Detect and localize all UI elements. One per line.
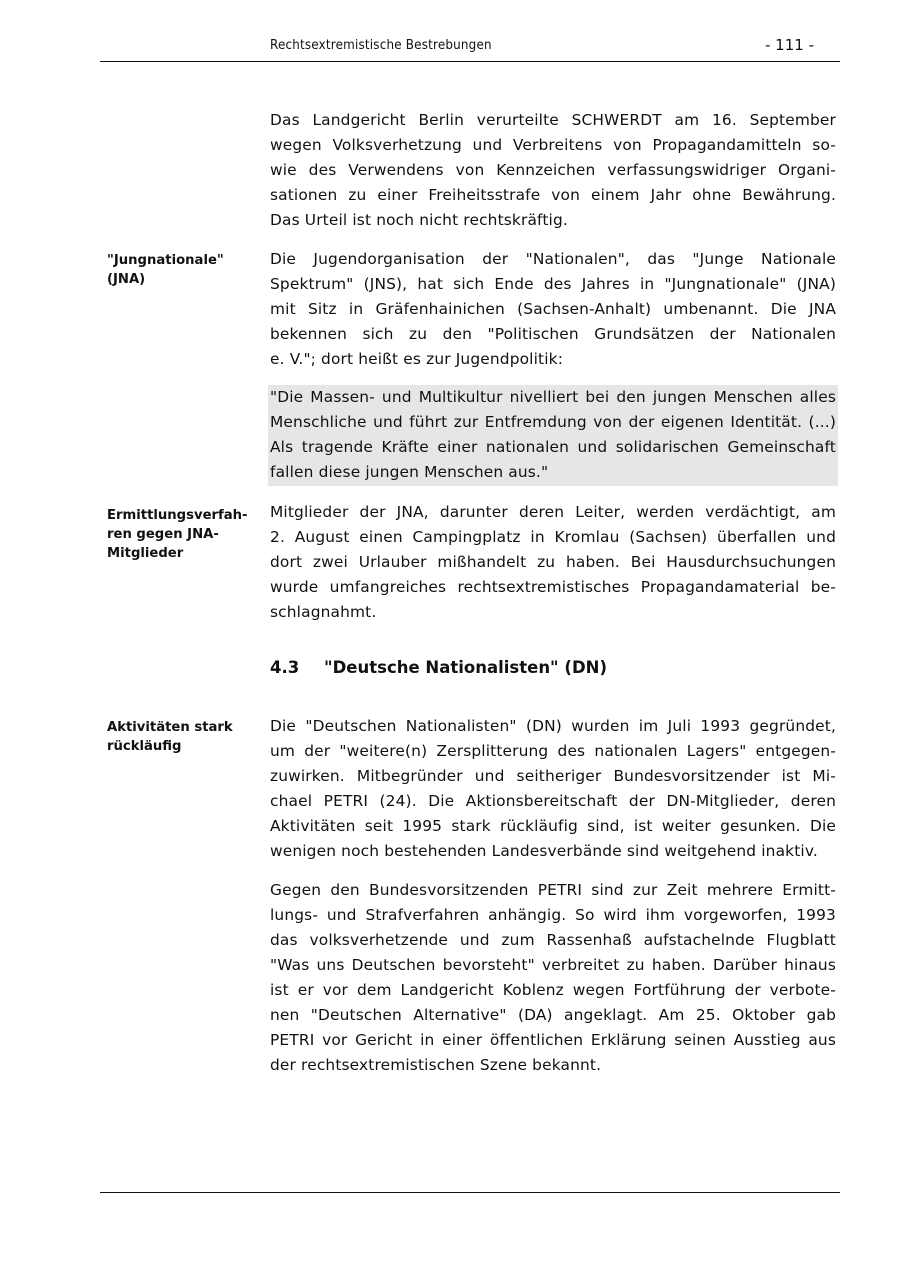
margin-note-line: rückläufig [107,739,182,754]
margin-note-line: Ermittlungsverfah- [107,508,248,523]
text-line: zuwirken. Mitbegründer und seitheriger Bundesvorsitzender ist Mi- [270,767,836,785]
text-line: Spektrum" (JNS), hat sich Ende des Jahres in "Jungnationale" (JNA) [270,275,836,293]
paragraph-ermittlungsverfahren [270,500,836,625]
text-line: e. V."; dort heißt es zur Jugendpolitik: [270,350,564,368]
paragraph-jna [270,247,836,372]
margin-note-jungnationale [107,251,257,289]
text-line: mit Sitz in Gräfenhainichen (Sachsen-Anhalt) umbenannt. Die JNA [270,300,836,318]
margin-note-aktivitaeten [107,718,257,756]
text-line: fallen diese jungen Menschen aus." [270,463,549,481]
section-number: 4.3 [270,658,300,677]
margin-note-line: (JNA) [107,272,146,287]
text-line: Gegen den Bundesvorsitzenden PETRI sind zur Zeit mehrere Ermitt- [270,881,836,899]
text-line: wurde umfangreiches rechtsextremistisches Propagandamaterial be- [270,578,836,596]
text-line: wegen Volksverhetzung und Verbreitens von Propagandamitteln so- [270,136,836,154]
text-line: sationen zu einer Freiheitsstrafe von einem Jahr ohne Bewährung. [270,186,836,204]
text-line: Die Jugendorganisation der "Nationalen", das "Junge Nationale [270,250,836,268]
text-line: Aktivitäten seit 1995 stark rückläufig sind, ist weiter gesunken. Die [270,817,836,835]
text-line: ist er vor dem Landgericht Koblenz wegen Fortführung der verbote- [270,981,836,999]
text-line: um der "weitere(n) Zersplitterung des nationalen Lagers" entgegen- [270,742,836,760]
text-line: lungs- und Strafverfahren anhängig. So wird ihm vorgeworfen, 1993 [270,906,836,924]
margin-note-line: "Jungnationale" [107,253,224,268]
footer-rule [100,1192,840,1193]
paragraph-deutsche-nationalisten [270,714,836,864]
text-line: "Was uns Deutschen bevorsteht" verbreitet zu haben. Darüber hinaus [270,956,836,974]
text-line: bekennen sich zu den "Politischen Grundsätzen der Nationalen [270,325,836,343]
text-line: dort zwei Urlauber mißhandelt zu haben. Bei Hausdurchsuchungen [270,553,836,571]
margin-note-ermittlungsverfahren [107,506,257,563]
text-line: Als tragende Kräfte einer nationalen und solidarischen Gemeinschaft [270,438,836,456]
text-line: "Die Massen- und Multikultur nivelliert bei den jungen Menschen alles [270,388,836,406]
margin-note-line: Aktivitäten stark [107,720,233,735]
text-line: PETRI vor Gericht in einer öffentlichen Erklärung seinen Ausstieg aus [270,1031,836,1049]
paragraph-petri [270,878,836,1078]
blockquote-jugendpolitik [268,385,838,486]
text-line: Das Landgericht Berlin verurteilte SCHWERDT am 16. September [270,111,836,129]
text-line: Das Urteil ist noch nicht rechtskräftig. [270,211,568,229]
section-heading-4-3 [270,658,607,677]
paragraph-schwerdt-verdict [270,108,836,233]
text-line: chael PETRI (24). Die Aktionsbereitschaft der DN-Mitglieder, deren [270,792,836,810]
text-line: der rechtsextremistischen Szene bekannt. [270,1056,602,1074]
section-title: "Deutsche Nationalisten" (DN) [324,658,607,677]
text-line: Menschliche und führt zur Entfremdung von der eigenen Identität. (...) [270,413,836,431]
text-line: nen "Deutschen Alternative" (DA) angeklagt. Am 25. Oktober gab [270,1006,836,1024]
text-line: 2. August einen Campingplatz in Kromlau (Sachsen) überfallen und [270,528,836,546]
text-line: wenigen noch bestehenden Landesverbände sind weitgehend inaktiv. [270,842,818,860]
text-line: wie des Verwendens von Kennzeichen verfassungswidriger Organi- [270,161,836,179]
page-number: - 111 - [765,36,814,54]
page-header [100,36,840,62]
text-line: das volksverhetzende und zum Rassenhaß aufstachelnde Flugblatt [270,931,836,949]
running-title: Rechtsextremistische Bestrebungen [270,38,492,53]
margin-note-line: Mitglieder [107,546,184,561]
text-line: schlagnahmt. [270,603,377,621]
text-line: Die "Deutschen Nationalisten" (DN) wurden im Juli 1993 gegründet, [270,717,836,735]
text-line: Mitglieder der JNA, darunter deren Leiter, werden verdächtigt, am [270,503,836,521]
margin-note-line: ren gegen JNA- [107,527,219,542]
